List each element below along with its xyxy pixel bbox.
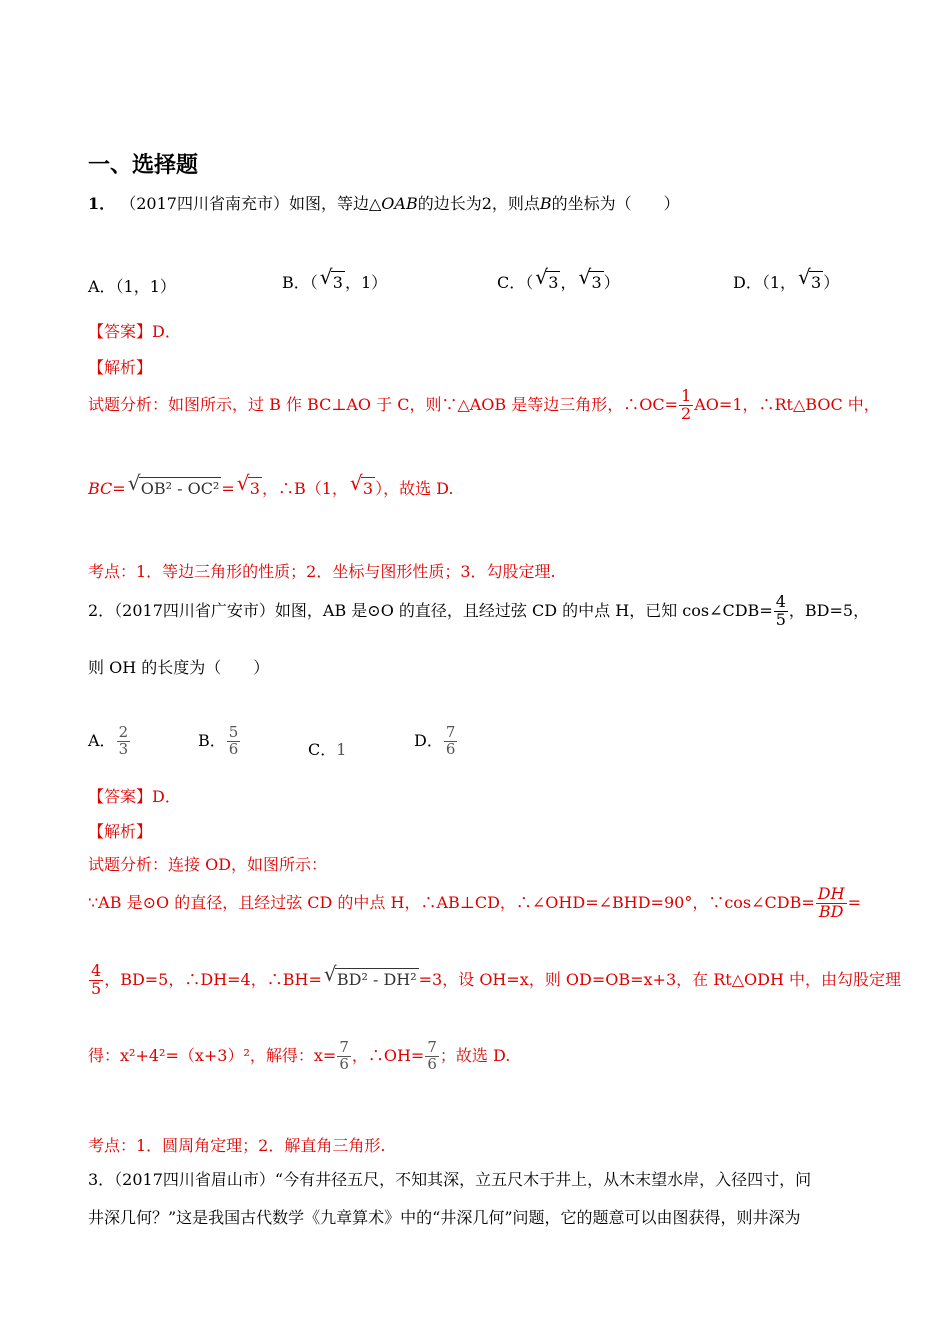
- fraction-4-5: $\frac{4}{5}$: [91, 961, 102, 998]
- option-c: [497, 265, 620, 293]
- option-label: D．: [414, 730, 443, 750]
- question-text: ，BD=5，: [788, 600, 870, 620]
- option-d: [414, 725, 458, 758]
- analysis-text: ，BD=5，∴DH=4，∴BH=: [104, 969, 322, 989]
- analysis-text: ，∴OH=: [351, 1045, 425, 1065]
- fraction: $\frac{7}{6}$: [445, 723, 456, 758]
- analysis-text: ∵AB 是⊙O 的直径，且经过弦 CD 的中点 H，∴AB⊥CD，∴∠OHD=∠BHD=90°，∵cos∠CDB=: [88, 892, 815, 912]
- sqrt: √ 3: [319, 265, 343, 292]
- analysis-2-line-4: [88, 1040, 510, 1073]
- analysis-label-1: 【解析】: [88, 358, 153, 377]
- question-3-stem-line-1: 3．（2017四川省眉山市）“今有井径五尺，不知其深，立五尺木于井上，从木末望水岸，入径四寸，问: [88, 1170, 812, 1189]
- answer-1: 【答案】D．: [88, 322, 181, 341]
- option-label: B．（: [282, 273, 318, 292]
- option-d: [733, 265, 840, 293]
- option-label: A．: [88, 730, 116, 750]
- option-a: A．（1，1）: [88, 277, 176, 296]
- analysis-text: ，∴B（1，: [261, 479, 348, 498]
- analysis-1-line-2: [88, 471, 454, 499]
- math-var: OAB: [381, 194, 418, 213]
- fraction-dh-bd: $\frac{DH}{BD}$: [817, 884, 845, 921]
- fraction: $\frac{5}{6}$: [228, 723, 239, 758]
- option-b: [282, 265, 388, 293]
- option-text: ，1）: [344, 273, 388, 292]
- analysis-label-2: 【解析】: [88, 822, 153, 841]
- question-text: 2．（2017四川省广安市）如图，AB 是⊙O 的直径，且经过弦 CD 的中点 H，已知 cos∠CDB=: [88, 600, 773, 620]
- sqrt: √ 3: [236, 471, 260, 498]
- kaodian-1: 考点：1．等边三角形的性质；2．坐标与图形性质；3．勾股定理.: [88, 562, 556, 581]
- question-number: 1: [88, 194, 100, 213]
- option-label: B．: [198, 730, 226, 750]
- fraction-7-6: $\frac{7}{6}$: [339, 1038, 349, 1073]
- analysis-text: ；故选 D.: [439, 1045, 511, 1065]
- analysis-2-line-3: [88, 963, 901, 998]
- sqrt: √ 3: [535, 265, 559, 292]
- question-2-stem-line-1: [88, 594, 869, 629]
- option-value: 1: [336, 740, 347, 759]
- analysis-1-line-1: [88, 388, 880, 423]
- sqrt: √ 3: [798, 265, 822, 292]
- option-text: ）: [603, 273, 620, 292]
- option-text: ）: [823, 273, 840, 292]
- math-var: B: [539, 194, 552, 213]
- option-c: [308, 737, 346, 760]
- option-label: C．: [308, 740, 337, 759]
- option-label: D．（1，: [733, 273, 797, 292]
- analysis-text: =3，设 OH=x，则 OD=OB=x+3，在 Rt△ODH 中，由勾股定理: [418, 969, 901, 989]
- analysis-text: 试题分析：如图所示，过 B 作 BC⊥AO 于 C，则∵△AOB 是等边三角形，∴OC=: [88, 394, 679, 414]
- analysis-text: AO=1，∴Rt△BOC 中，: [694, 394, 880, 414]
- question-3-stem-line-2: 井深几何？”这是我国古代数学《九章算术》中的“井深几何”问题，它的题意可以由图获得，则井深为: [88, 1208, 801, 1227]
- analysis-text: =: [847, 892, 861, 912]
- analysis-text: =: [221, 479, 235, 498]
- option-a: [88, 725, 131, 758]
- analysis-text: 得：x²+4²=（x+3）²，解得：x=: [88, 1045, 337, 1065]
- fraction: $\frac{2}{3}$: [118, 723, 129, 758]
- question-1-stem: 1． （2017四川省南充市）如图，等边△OAB的边长为2，则点B的坐标为（ ）: [88, 194, 680, 213]
- option-label: C．（: [497, 273, 534, 292]
- section-title: 一、选择题: [88, 153, 199, 178]
- analysis-2-line-2: [88, 886, 861, 921]
- fraction-7-6: $\frac{7}{6}$: [427, 1038, 437, 1073]
- sqrt: √ BD² - DH²: [323, 961, 417, 989]
- option-b: [198, 725, 241, 758]
- answer-2: 【答案】D．: [88, 787, 181, 806]
- question-text: 的坐标为（ ）: [551, 194, 680, 213]
- question-2-stem-line-2: 则 OH 的长度为（ ）: [88, 658, 270, 677]
- question-text: 的边长为2，则点: [417, 194, 540, 213]
- analysis-text: BC=: [88, 479, 126, 498]
- kaodian-2: 考点：1．圆周角定理；2．解直角三角形.: [88, 1136, 386, 1155]
- analysis-text: ），故选 D.: [375, 479, 454, 498]
- sqrt: √ 3: [578, 265, 602, 292]
- sqrt: √ 3: [349, 471, 374, 498]
- fraction-4-5: $\frac{4}{5}$: [775, 592, 786, 629]
- analysis-2-line-1: 试题分析：连接 OD，如图所示：: [88, 855, 328, 874]
- fraction-half: $\frac{1}{2}$: [681, 386, 692, 423]
- option-text: ，: [560, 273, 577, 292]
- question-text: （2017四川省南充市）如图，等边△: [120, 194, 382, 213]
- sqrt: √ OB² - OC²: [127, 471, 220, 498]
